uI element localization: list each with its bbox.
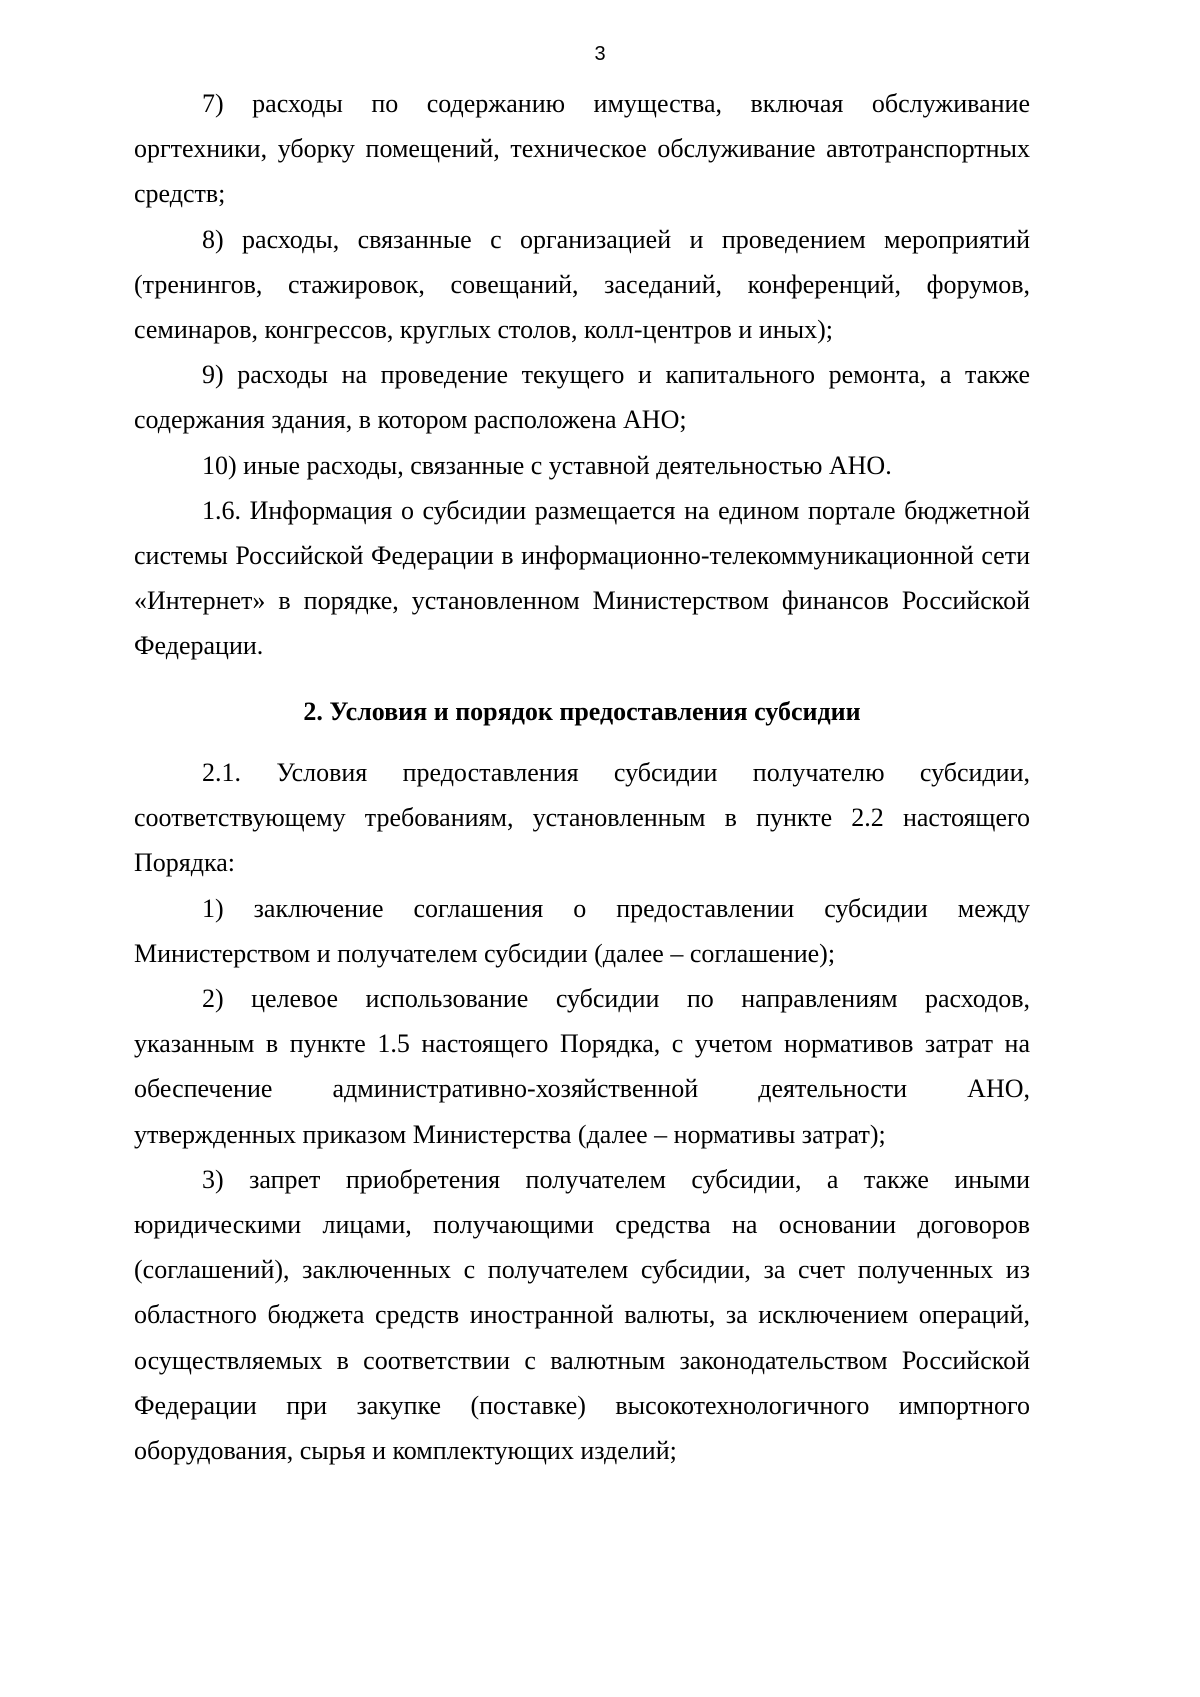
paragraph-item-10: 10) иные расходы, связанные с уставной деятельностью АНО. xyxy=(202,450,892,480)
paragraph-item-9: 9) расходы на проведение текущего и капитального ремонта, а также содержания здания, в котором расположена АНО; xyxy=(134,360,1030,435)
section-1-body xyxy=(134,81,1030,669)
paragraph-condition-2: 2) целевое использование субсидии по направлениям расходов, указанным в пункте 1.5 настоящего Порядка, с учетом нормативов затрат на обеспечение административно-хозяйственной деятельности АНО, утвержденных приказом Министерства (далее – нормативы затрат); xyxy=(134,984,1030,1149)
paragraph-item-8: 8) расходы, связанные с организацией и проведением мероприятий (тренингов, стажировок, совещаний, заседаний, конференций, форумов, семинаров, конгрессов, круглых столов, колл-центров и иных); xyxy=(134,224,1030,345)
page-number: 3 xyxy=(594,43,606,65)
paragraph-1-6: 1.6. Информация о субсидии размещается на едином портале бюджетной системы Российской Федерации в информационно-телекоммуникационной сети «Интернет» в порядке, установленном Министерством финансов Российской Федерации. xyxy=(134,495,1030,661)
paragraph-condition-1: 1) заключение соглашения о предоставлении субсидии между Министерством и получателем субсидии (далее – соглашение); xyxy=(134,893,1030,968)
section-2-heading: 2. Условия и порядок предоставления субсидии xyxy=(303,697,861,726)
section-2-body xyxy=(134,750,1030,1473)
paragraph-condition-3: 3) запрет приобретения получателем субсидии, а также иными юридическими лицами, получающими средства на основании договоров (соглашений), заключенных с получателем субсидии, за счет полученных из областного бюджета средств иностранной валюты, за исключением операций, осуществляемых в соответствии с валютным законодательством Российской Федерации при закупке (поставке) высокотехнологичного импортного оборудования, сырья и комплектующих изделий; xyxy=(134,1164,1030,1466)
paragraph-2-1: 2.1. Условия предоставления субсидии получателю субсидии, соответствующему требованиям, установленным в пункте 2.2 настоящего Порядка: xyxy=(134,758,1030,878)
paragraph-item-7: 7) расходы по содержанию имущества, включая обслуживание оргтехники, уборку помещений, техническое обслуживание автотранспортных средств; xyxy=(134,89,1030,209)
